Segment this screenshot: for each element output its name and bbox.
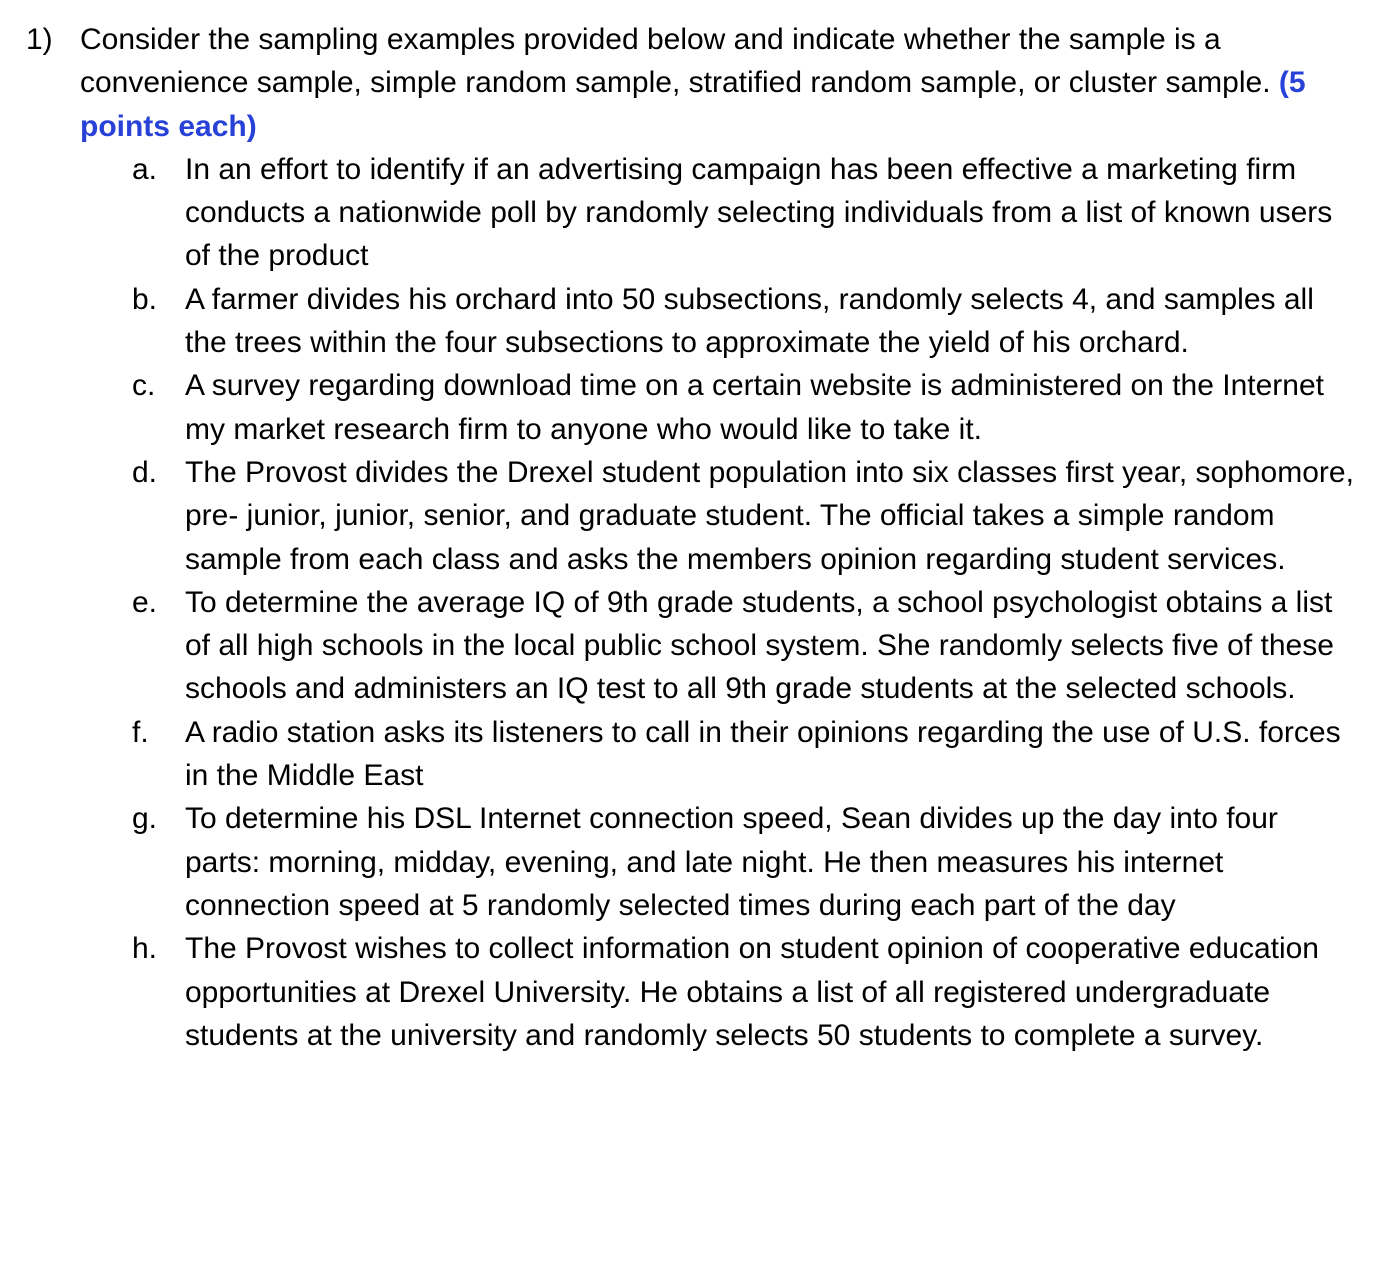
sub-question-f [132,711,1356,798]
question-1 [26,18,1356,1057]
item-text: In an effort to identify if an advertising campaign has been effective a marketing firm conducts a nationwide poll by randomly selecting individuals from a list of known users of the product [185,152,1333,273]
sub-question-d [132,451,1356,581]
item-letter: c. [132,369,156,403]
item-letter: b. [132,282,158,316]
sub-question-h [132,927,1356,1057]
sub-question-g [132,797,1356,927]
points-label: (5 points each) [80,66,1306,143]
item-letter: a. [132,152,158,186]
item-text: A farmer divides his orchard into 50 subsections, randomly selects 4, and samples all the trees within the four subsections to approximate the yield of his orchard. [185,282,1314,360]
question-text: Consider the sampling examples provided below and indicate whether the sample is a convenience sample, simple random sample, stratified random sample, or cluster sample. [80,23,1271,100]
sub-question-e [132,581,1356,711]
question-number: 1) [26,23,53,56]
item-letter: h. [132,932,158,966]
question-header [26,18,1356,148]
sub-question-c [132,364,1356,451]
question-prompt [80,18,1356,148]
sub-question-a [132,148,1356,278]
item-letter: f. [132,715,149,749]
item-letter: d. [132,455,158,489]
item-text: The Provost wishes to collect information on student opinion of cooperative education opportunities at Drexel University. He obtains a list of all registered undergraduate students at the university and randomly selects 50 students to complete a survey. [185,932,1319,1052]
item-letter: e. [132,585,158,619]
item-letter: g. [132,802,158,836]
sub-question-b [132,278,1356,365]
item-text: The Provost divides the Drexel student population into six classes first year, sophomore, pre- junior, junior, senior, and graduate student. The official takes a simple random sample from each class and asks the members opinion regarding student services. [185,455,1354,576]
item-text: To determine the average IQ of 9th grade students, a school psychologist obtains a list of all high schools in the local public school system. She randomly selects five of these schools and administers an IQ test to all 9th grade students at the selected schools. [185,585,1334,706]
item-text: A radio station asks its listeners to call in their opinions regarding the use of U.S. forces in the Middle East [185,715,1341,793]
sub-question-list [132,148,1356,1057]
item-text: To determine his DSL Internet connection speed, Sean divides up the day into four parts: morning, midday, evening, and late night. He then measures his internet connection speed at 5 randomly selected times during each part of the day [185,802,1278,922]
item-text: A survey regarding download time on a certain website is administered on the Internet my market research firm to anyone who would like to take it. [185,369,1324,446]
